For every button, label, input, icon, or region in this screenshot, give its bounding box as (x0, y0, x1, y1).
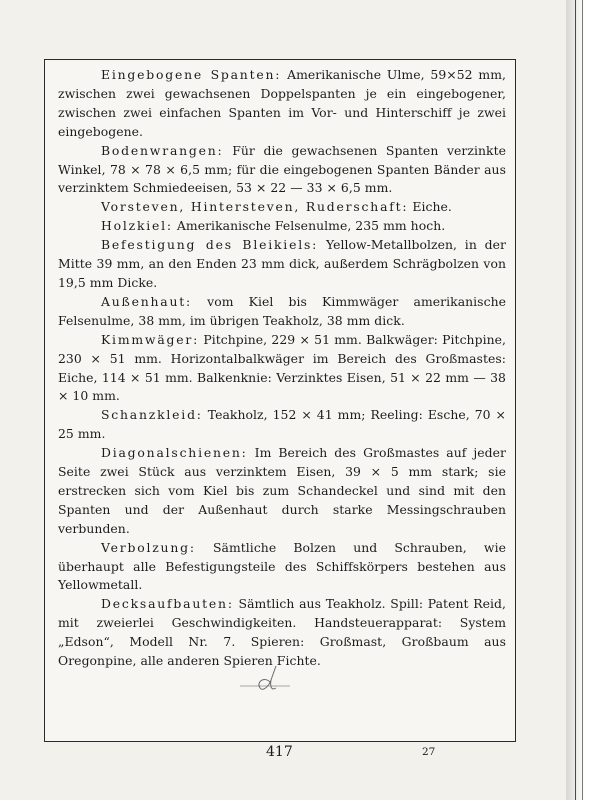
paragraph-text: Für die gewachsenen Spanten verzinkte Winkel, 78 × 78 × 6,5 mm; für die eingebogenen Spanten Bänder aus verzinktem Schmiedeeisen, 53 × 22 — 33 × 6,5 mm. (58, 142, 506, 196)
book-edge (566, 0, 593, 800)
term-label: Befestigung des Bleikiels: (101, 237, 319, 253)
paragraph-befestigung-bleikiel (58, 236, 506, 293)
paragraph-diagonalschienen (58, 444, 506, 539)
paragraph-aussenhaut (58, 293, 506, 331)
paragraph-bodenwrangen (58, 142, 506, 199)
paragraph-decksaufbauten (58, 595, 506, 671)
handwritten-initial (240, 662, 290, 698)
paragraph-text: Amerikanische Ulme, 59×52 mm, zwischen zwei gewachsenen Doppelspanten je ein eingebogener, zwischen zwei einfachen Spanten im Vor- und Hinterschiff je zwei eingebogene. (58, 67, 506, 139)
paragraph-text: Sämtlich aus Teakholz. Spill: Patent Reid, mit zweierlei Geschwindigkeiten. Handsteuerapparat: System „Edson“, Modell Nr. 7. Spieren: Großmast, Großbaum aus Oregonpine, alle anderen Spieren Fichte. (58, 596, 506, 669)
paragraph-text: Eiche. (412, 199, 452, 215)
paragraph-eingebogene-spanten (58, 66, 506, 142)
paragraph-text: Pitchpine, 229 × 51 mm. Balkwäger: Pitchpine, 230 × 51 mm. Horizontalbalkwäger im Bereich des Großmastes: Eiche, 114 × 51 mm. Balkenknie: Verzinktes Eisen, 51 × 22 mm — 38 × 10 mm. (58, 331, 506, 404)
paragraph-verbolzung (58, 539, 506, 596)
paragraph-holzkiel (58, 217, 506, 236)
term-label: Verbolzung: (101, 539, 196, 555)
term-label: Schanzkleid: (101, 407, 203, 423)
term-label: Eingebogene Spanten: (101, 67, 282, 82)
paragraph-schanzkleid (58, 406, 506, 444)
page-number: 417 (266, 744, 293, 760)
paragraph-text: Amerikanische Felsenulme, 235 mm hoch. (176, 218, 446, 234)
term-label: Decksaufbauten: (101, 596, 234, 612)
paragraph-vorsteven (58, 198, 506, 217)
paragraph-text: Sämtliche Bolzen und Schrauben, wie überhaupt alle Befestigungsteile des Schiffskörpers bestehen aus Yellowmetall. (58, 539, 506, 593)
sheet-number: 27 (422, 746, 436, 758)
term-label: Bodenwrangen: (101, 142, 224, 158)
paragraph-kimmwaeger (58, 331, 506, 407)
term-label: Diagonalschienen: (101, 445, 248, 461)
paragraph-text: vom Kiel bis Kimmwäger amerikanische Felsenulme, 38 mm, im übrigen Teakholz, 38 mm dick. (58, 293, 506, 328)
body-text (58, 66, 506, 671)
term-label: Außenhaut: (101, 293, 193, 309)
paragraph-text: Teakholz, 152 × 41 mm; Reeling: Esche, 70 × 25 mm. (58, 407, 506, 442)
paragraph-text: Yellow-Metallbolzen, in der Mitte 39 mm, an den Enden 23 mm dick, außerdem Schrägbolzen von 19,5 mm Dicke. (58, 237, 507, 290)
term-label: Holzkiel: (101, 218, 173, 234)
term-label: Vorsteven, Hintersteven, Ruderschaft: (101, 199, 409, 215)
paragraph-text: Im Bereich des Großmastes auf jeder Seite zwei Stück aus verzinktem Eisen, 39 × 5 mm stark; sie erstrecken sich vom Kiel bis zum Schandeckel und sind mit den Spanten und der Außenhaut durch starke Messingschrauben verbunden. (58, 445, 506, 536)
term-label: Kimmwäger: (101, 331, 200, 347)
